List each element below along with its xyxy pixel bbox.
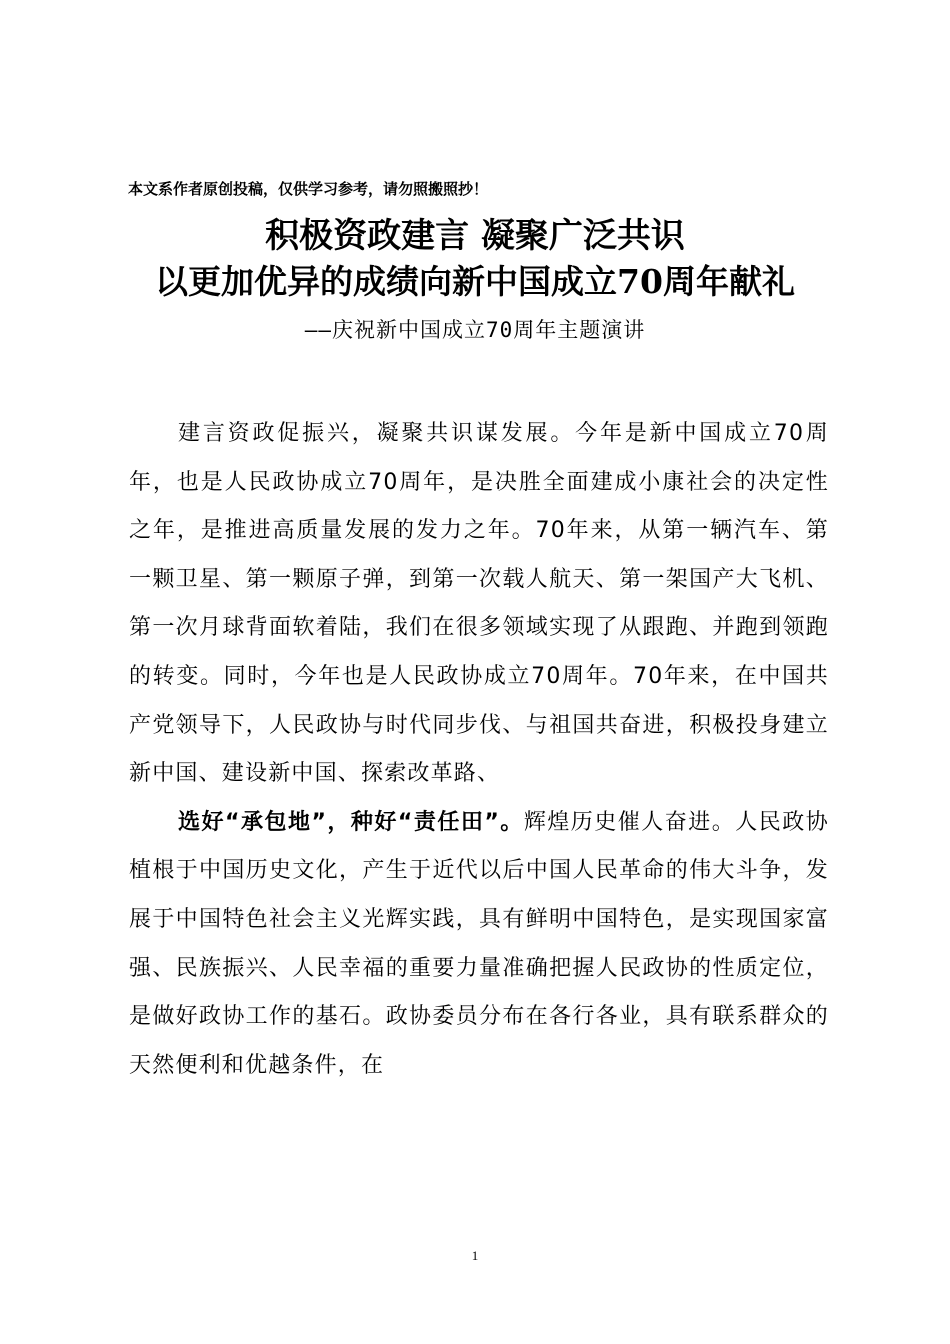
paragraph-2-lead: 选好“承包地”，种好“责任田”。 [178,809,524,835]
page-number: 1 [471,1248,479,1263]
copyright-notice: 本文系作者原创投稿，仅供学习参考，请勿照搬照抄！ [128,180,489,198]
article-body [129,410,829,1090]
paragraph-2 [129,799,829,1091]
paragraph-1: 建言资政促振兴，凝聚共识谋发展。今年是新中国成立70周年，也是人民政协成立70周年，是决胜全面建成小康社会的决定性之年，是推进高质量发展的发力之年。70年来，从第一辆汽车、第一颗卫星、第一颗原子弹，到第一次载人航天、第一架国产大飞机、第一次月球背面软着陆，我们在很多领域实现了从跟跑、并跑到领跑的转变。同时，今年也是人民政协成立70周年。70年来，在中国共产党领导下，人民政协与时代同步伐、与祖国共奋进，积极投身建立新中国、建设新中国、探索改革路、 [129,421,829,787]
paragraph-2-text: 辉煌历史催人奋进。人民政协植根于中国历史文化，产生于近代以后中国人民革命的伟大斗争，发展于中国特色社会主义光辉实践，具有鲜明中国特色，是实现国家富强、民族振兴、人民幸福的重要力量准确把握人民政协的性质定位，是做好政协工作的基石。政协委员分布在各行各业，具有联系群众的天然便利和优越条件，在 [129,809,829,1078]
title-line-2: 以更加优异的成绩向新中国成立70周年献礼 [155,262,795,301]
subtitle: ——庆祝新中国成立70周年主题演讲 [304,318,646,342]
title-line-1: 积极资政建言 凝聚广泛共识 [265,216,685,256]
